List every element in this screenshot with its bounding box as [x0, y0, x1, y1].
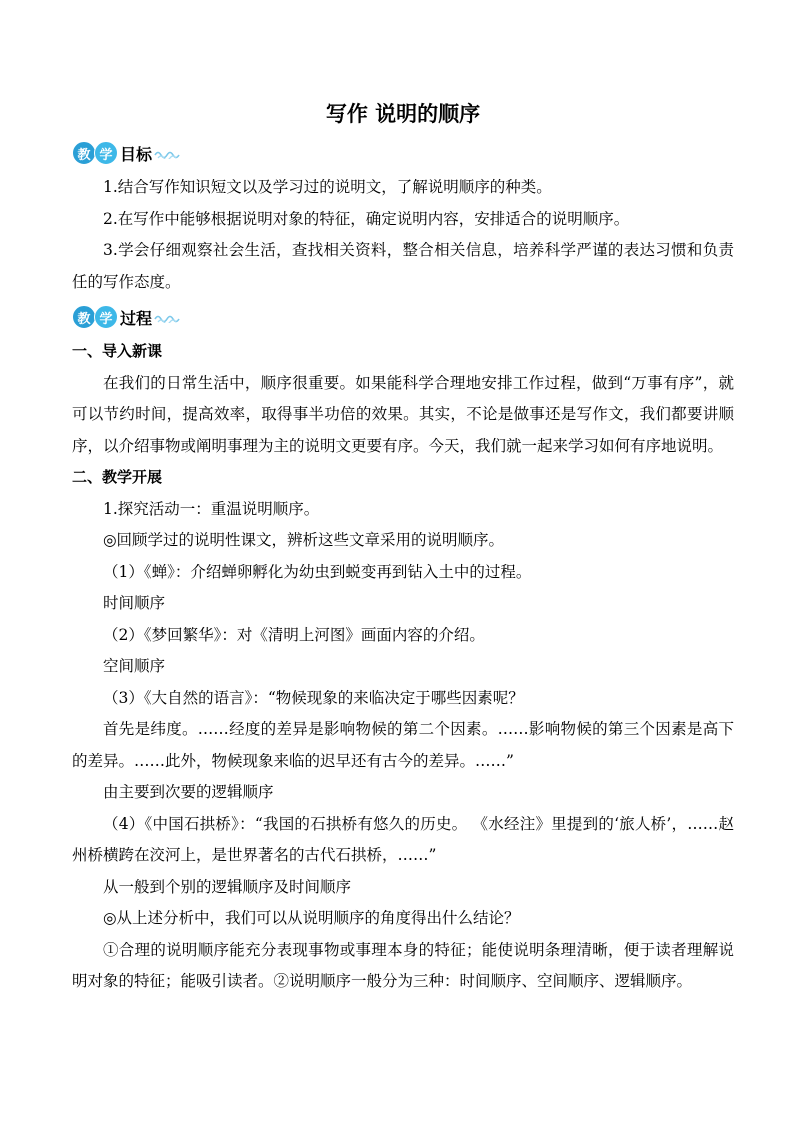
section-badge	[72, 305, 116, 329]
badge-char: 教	[72, 305, 96, 329]
answer: 由主要到次要的逻辑顺序	[103, 783, 274, 801]
section-heading-goals	[72, 140, 734, 166]
answer: 从一般到个别的逻辑顺序及时间顺序	[103, 877, 352, 896]
section-heading-label: 过程	[120, 308, 153, 328]
badge-char: 学	[94, 305, 118, 329]
section-heading-label: 目标	[120, 144, 153, 164]
answer: 空间顺序	[103, 657, 166, 675]
subheading-teaching: 二、教学开展	[72, 468, 163, 486]
badge-char: 教	[72, 141, 96, 165]
example-item: （4）《中国石拱桥》：“我国的石拱桥有悠久的历史。 《水经注》里提到的‘旅人桥’，……赵州桥横跨在洨河上，是世界著名的古代石拱桥，……”	[72, 814, 734, 864]
answer: 时间顺序	[103, 594, 166, 612]
wave-decoration-icon	[154, 311, 180, 323]
badge-char: 学	[94, 141, 118, 165]
example-quote: 首先是纬度。……经度的差异是影响物候的第二个因素。……影响物候的第三个因素是高下的差异。……此外，物候现象来临的迟早还有古今的差异。……”	[72, 720, 734, 770]
section-heading-process	[72, 304, 734, 330]
subheading-intro: 一、导入新课	[72, 342, 163, 360]
goal-item: 3.学会仔细观察社会生活，查找相关资料，整合相关信息，培养科学严谨的表达习惯和负责任的写作态度。	[72, 241, 734, 291]
intro-paragraph: 在我们的日常生活中，顺序很重要。如果能科学合理地安排工作过程，做到“万事有序”，就可以节约时间，提高效率，取得事半功倍的效果。其实，不论是做事还是写作文，我们都要讲顺序，以介绍事物或阐明事理为主的说明文更要有序。今天，我们就一起来学习如何有序地说明。	[72, 373, 734, 455]
conclusion-paragraph: ①合理的说明顺序能充分表现事物或事理本身的特征；能使说明条理清晰，便于读者理解说明对象的特征；能吸引读者。②说明顺序一般分为三种：时间顺序、空间顺序、逻辑顺序。	[72, 940, 734, 990]
example-item: （1）《蝉》：介绍蝉卵孵化为幼虫到蜕变再到钻入土中的过程。	[103, 562, 532, 581]
goal-item: 2.在写作中能够根据说明对象的特征，确定说明内容，安排适合的说明顺序。	[103, 209, 630, 228]
example-item: （2）《梦回繁华》：对《清明上河图》画面内容的介绍。	[103, 625, 485, 644]
example-item: （3）《大自然的语言》：“物候现象的来临决定于哪些因素呢？	[103, 688, 524, 707]
page-title: 写作 说明的顺序	[325, 102, 481, 126]
question: ◎从上述分析中，我们可以从说明顺序的角度得出什么结论？	[103, 909, 520, 927]
activity-title: 1.探究活动一：重温说明顺序。	[103, 499, 320, 518]
section-badge	[72, 141, 116, 165]
question: ◎回顾学过的说明性课文，辨析这些文章采用的说明顺序。	[103, 531, 505, 549]
goal-item: 1.结合写作知识短文以及学习过的说明文，了解说明顺序的种类。	[103, 178, 552, 196]
wave-decoration-icon	[154, 147, 180, 159]
